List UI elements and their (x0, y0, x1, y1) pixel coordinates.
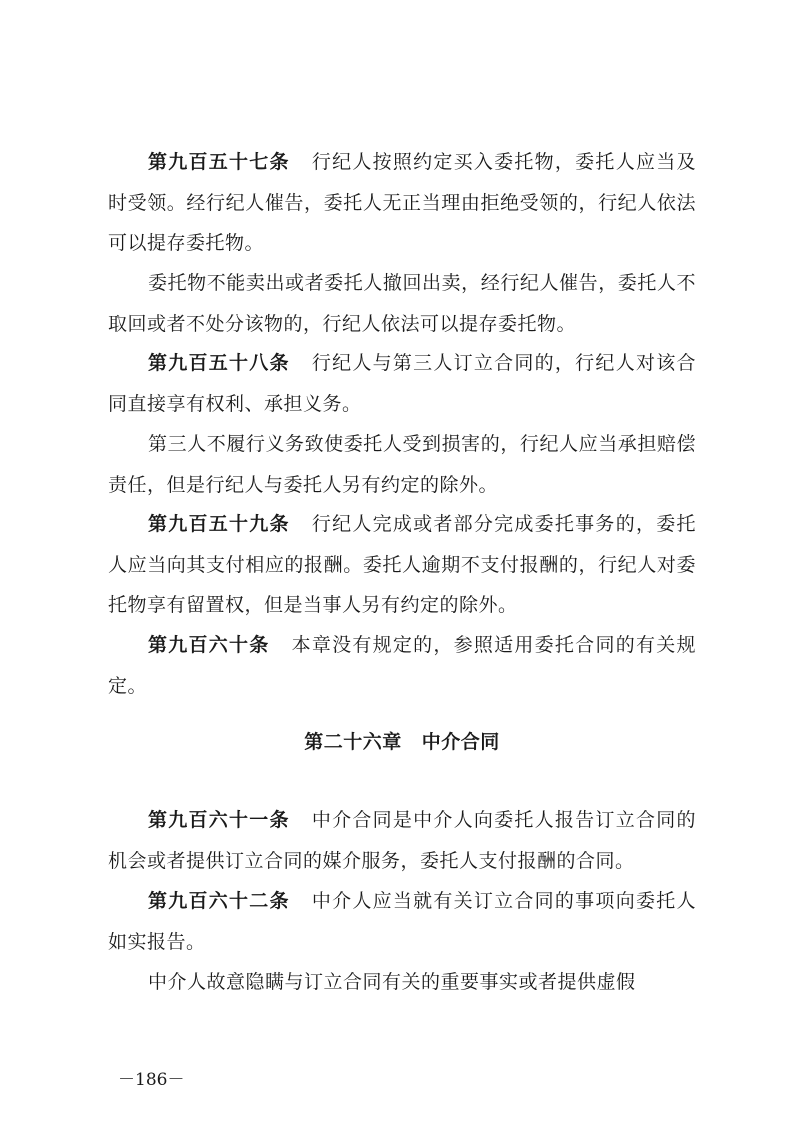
article-text: 中介人应当就有关订立合同的事项向委托人如实报告。 (108, 890, 696, 953)
article-label: 第九百六十一条 (148, 809, 290, 831)
article-text: 委托物不能卖出或者委托人撤回出卖，经行纪人催告，委托人不取回或者不处分该物的，行纪人依法可以提存委托物。 (108, 272, 696, 335)
chapter-title: 中介合同 (421, 731, 500, 753)
article-957 (108, 142, 696, 264)
article-label: 第九百五十九条 (148, 513, 290, 535)
page-number: －186－ (118, 1070, 185, 1090)
article-960 (108, 625, 696, 706)
article-text: 第三人不履行义务致使委托人受到损害的，行纪人应当承担赔偿责任，但是行纪人与委托人另有约定的除外。 (108, 433, 696, 496)
article-label: 第九百六十条 (148, 634, 270, 656)
article-label: 第九百五十七条 (148, 151, 290, 173)
article-961 (108, 800, 696, 881)
article-962 (108, 881, 696, 962)
article-959 (108, 504, 696, 626)
article-text: 行纪人按照约定买入委托物，委托人应当及时受领。经行纪人催告，委托人无正当理由拒绝受领的，行纪人依法可以提存委托物。 (108, 151, 696, 254)
article-text: 行纪人完成或者部分完成委托事务的，委托人应当向其支付相应的报酬。委托人逾期不支付报酬的，行纪人对委托物享有留置权，但是当事人另有约定的除外。 (108, 513, 696, 616)
article-text: 本章没有规定的，参照适用委托合同的有关规定。 (108, 634, 696, 697)
article-957-paragraph-2 (108, 263, 696, 344)
article-text: 中介合同是中介人向委托人报告订立合同的机会或者提供订立合同的媒介服务，委托人支付报酬的合同。 (108, 809, 696, 872)
article-text: 中介人故意隐瞒与订立合同有关的重要事实或者提供虚假 (148, 971, 636, 993)
chapter-number: 第二十六章 (304, 731, 402, 753)
article-962-paragraph-2 (108, 962, 696, 1003)
article-958-paragraph-2 (108, 424, 696, 505)
chapter-heading (108, 722, 696, 762)
article-label: 第九百五十八条 (148, 352, 290, 374)
article-958 (108, 343, 696, 424)
article-text: 行纪人与第三人订立合同的，行纪人对该合同直接享有权利、承担义务。 (108, 352, 696, 415)
article-label: 第九百六十二条 (148, 890, 290, 912)
